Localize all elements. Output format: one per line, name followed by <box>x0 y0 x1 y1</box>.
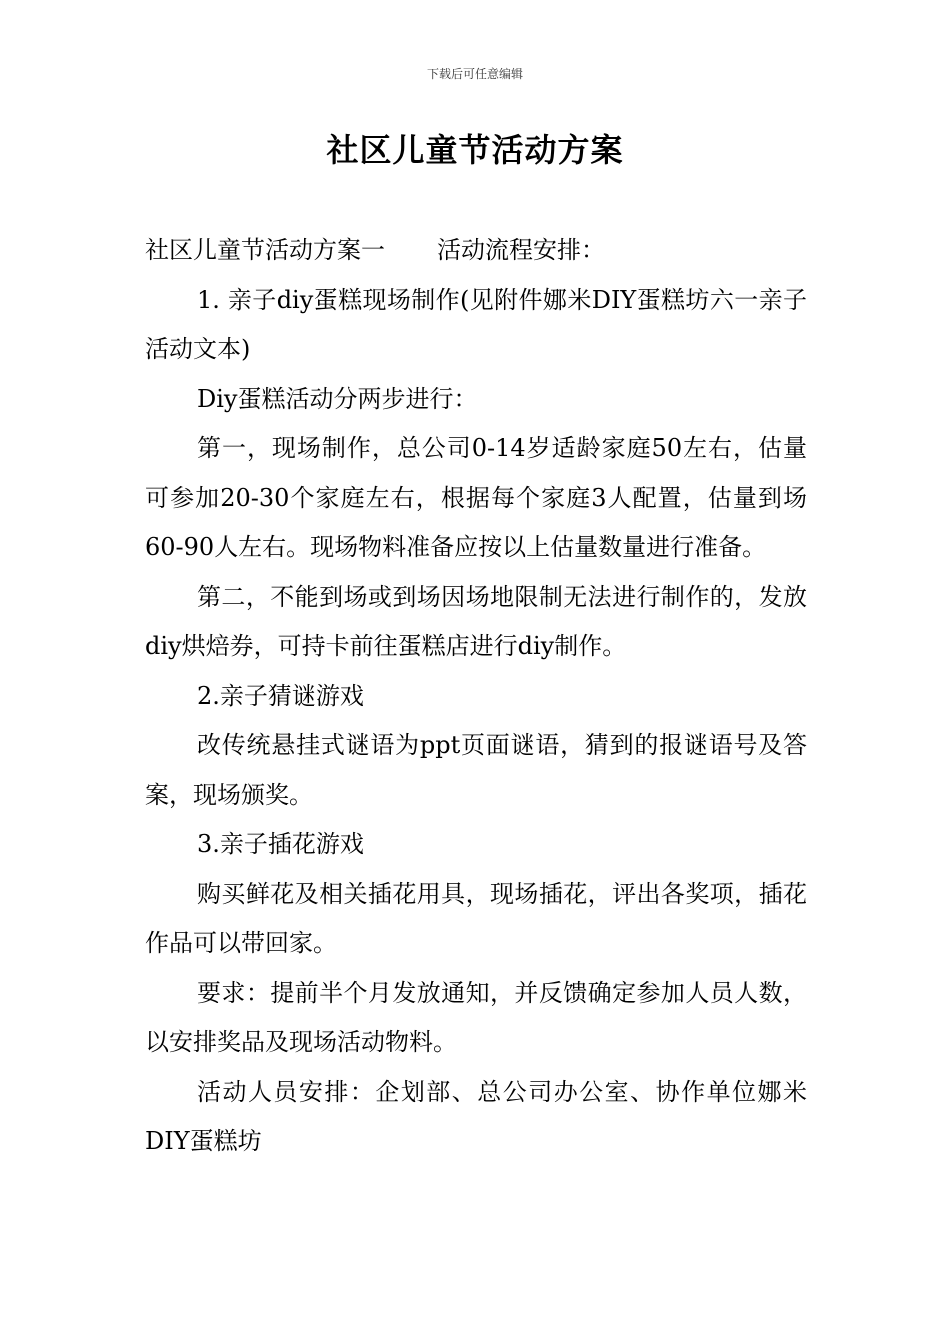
paragraph-requirements: 要求：提前半个月发放通知，并反馈确定参加人员人数，以安排奖品及现场活动物料。 <box>145 978 807 1056</box>
document-title: 社区儿童节活动方案 <box>326 131 624 169</box>
paragraph-staffing: 活动人员安排：企划部、总公司办公室、协作单位娜米DIY蛋糕坊 <box>145 1077 807 1155</box>
intro-subheading: 活动流程安排： <box>437 236 605 264</box>
paragraph-flower-heading: 3.亲子插花游戏 <box>197 830 364 858</box>
document-body <box>145 226 807 1167</box>
header-note: 下载后可任意编辑 <box>426 67 523 81</box>
paragraph-step-two: 第二，不能到场或到场因场地限制无法进行制作的，发放diy烘焙券，可持卡前往蛋糕店进行diy制作。 <box>145 582 807 660</box>
paragraph-step-one: 第一，现场制作，总公司0-14岁适龄家庭50左右，估量可参加20-30个家庭左右，根据每个家庭3人配置，估量到场60-90人左右。现场物料准备应按以上估量数量进行准备。 <box>145 434 807 561</box>
paragraph-cake-activity: 1. 亲子diy蛋糕现场制作(见附件娜米DIY蛋糕坊六一亲子活动文本) <box>145 285 807 363</box>
paragraph-riddle-detail: 改传统悬挂式谜语为ppt页面谜语，猜到的报谜语号及答案，现场颁奖。 <box>145 731 807 809</box>
paragraph-flower-detail: 购买鲜花及相关插花用具，现场插花，评出各奖项，插花作品可以带回家。 <box>145 879 807 957</box>
intro-line <box>145 226 807 276</box>
paragraph-cake-steps: Diy蛋糕活动分两步进行： <box>197 384 478 413</box>
paragraph-riddle-heading: 2.亲子猜谜游戏 <box>197 681 364 710</box>
intro-heading: 社区儿童节活动方案一 <box>145 236 385 264</box>
